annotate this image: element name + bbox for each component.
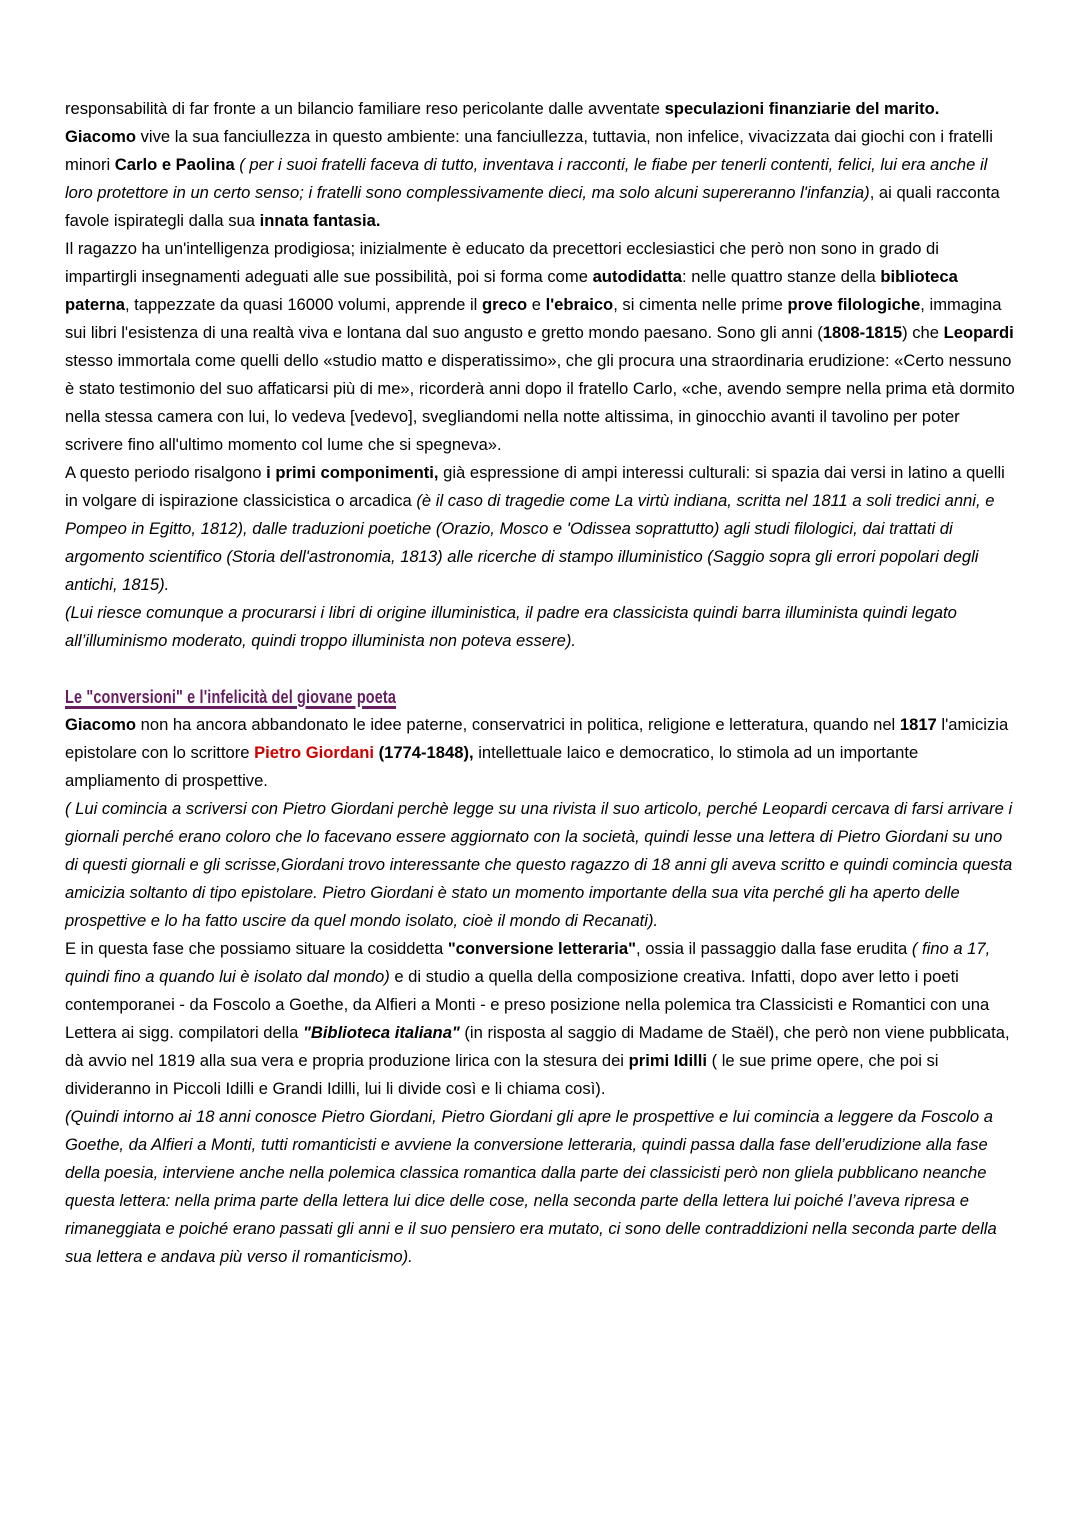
text-run: già espressione di ampi interessi culturali: si spazia dai versi in latino a quelli in volgare di ispirazione classicistica o arcadica [65,463,1005,510]
text-run: , tappezzate da quasi 16000 volumi, apprende il [124,295,482,314]
paragraph [65,599,1015,655]
text-run: : nelle quattro stanze della [682,267,881,286]
text-run: Giacomo [65,715,137,734]
text-run: ( fino a 17, quindi fino a quando lui è isolato dal mondo) [65,939,991,986]
text-run: e di studio a quella della composizione creativa. Infatti, dopo aver letto i poeti contemporanei - da Foscolo a Goethe, da Alfieri a Monti - e preso posizione nella polemica tra Classicisti e Romantici con una Lettera ai sigg. compilatori della [65,967,990,1042]
text-run: (è il caso di tragedie come La virtù indiana, scritta nel 1811 a soli tredici anni, e Pompeo in Egitto, 1812), dalle traduzioni poetiche (Orazio, Mosco e 'Odissea soprattutto) agli studi filologici, dai trattati di argomento scientifico (Storia dell'astronomia, 1813) alle ricerche di stampo illuministico (Saggio sopra gli errori popolari degli antichi, 1815). [65,491,995,594]
text-run: Le "conversioni" e l'infelicità del giovane poeta [65,686,397,707]
text-run: l'amicizia epistolare con lo scrittore [65,715,1009,762]
paragraph [65,459,1015,599]
text-run: Giacomo [65,127,137,146]
text-run: non ha ancora abbandonato le idee paterne, conservatrici in politica, religione e letteratura, quando nel [136,715,900,734]
text-run: i primi componimenti, [266,463,439,482]
text-run: A questo periodo risalgono [65,463,267,482]
paragraph [65,795,1015,935]
text-run: speculazioni finanziarie del marito. [664,99,940,118]
text-run: ( per i suoi fratelli faceva di tutto, inventava i racconti, le fiabe per tenerli contenti, felici, lui era anche il loro protettore in un certo senso; i fratelli sono complessivamente dieci, ma solo alcuni supereranno l'infanzia) [65,155,988,202]
paragraph [65,123,1015,235]
text-run: E in questa fase che possiamo situare la cosiddetta [65,939,448,958]
text-run: primi Idilli [628,1051,707,1070]
text-run: "conversione letteraria" [447,939,637,958]
text-run: "Biblioteca italiana" [302,1023,460,1042]
text-run: (1774-1848), [378,743,474,762]
text-run: vive la sua fanciullezza in questo ambiente: una fanciullezza, tuttavia, non infelice, vivacizzata dai giochi con i fratelli minori [65,127,993,174]
text-run: , ossia il passaggio dalla fase erudita [636,939,912,958]
text-run: (in risposta al saggio di Madame de Staël), che però non viene pubblicata, dà avvio nel 1819 alla sua vera e propria produzione lirica con la stesura dei [65,1023,1010,1070]
section-heading-text [65,683,396,711]
text-run: responsabilità di far fronte a un bilancio familiare reso pericolante dalle avventate [65,99,665,118]
paragraph [65,935,1015,1103]
section-heading [65,683,1015,711]
text-run: (Lui riesce comunque a procurarsi i libri di origine illuministica, il padre era classicista quindi barra illuminista quindi legato all’illuminismo moderato, quindi troppo illuminista non poteva essere). [65,603,957,650]
text-run: Pietro Giordani [254,743,374,762]
text-run: 1817 [899,715,937,734]
text-run: ( Lui comincia a scriversi con Pietro Giordani perchè legge su una rivista il suo articolo, perché Leopardi cercava di farsi arrivare i giornali perché erano coloro che lo facevano essere aggiornato con la società, quindi lesse una lettera di Pietro Giordani su uno di questi giornali e gli scrisse,Giordani trovo interessante che questo ragazzo di 18 anni gli aveva scritto e quindi comincia questa amicizia soltanto di tipo epistolare. Pietro Giordani è stato un momento importante della sua vita perché gli ha aperto delle prospettive e lo ha fatto uscire da quel mondo isolato, cioè il mondo di Recanati). [65,799,1013,930]
text-run: , ai quali racconta favole ispirategli dalla sua [65,183,1000,230]
paragraph [65,711,1015,795]
text-run: stesso immortala come quelli dello «studio matto e disperatissimo», che gli procura una straordinaria erudizione: «Certo nessuno è stato testimonio del suo affaticarsi più di me», ricorderà anni dopo il fratello Carlo, «che, avendo sempre nella prima età dormito nella stessa camera con lui, lo vedeva [vedevo], svegliandomi nella notte altissima, in ginocchio avanti il tavolino per poter scrivere fino all'ultimo momento col lume che si spegneva». [65,351,1015,454]
paragraph-spacer [65,655,1015,683]
text-run: biblioteca paterna [65,267,958,314]
text-run: ) che [902,323,944,342]
text-run: Carlo e Paolina [114,155,235,174]
paragraph [65,235,1015,459]
text-run: prove filologiche [787,295,921,314]
text-run: (Quindi intorno ai 18 anni conosce Pietro Giordani, Pietro Giordani gli apre le prospettive e lui comincia a leggere da Foscolo a Goethe, da Alfieri a Monti, tutti romanticisti e avviene la conversione letteraria, quindi passa dalla fase dell’erudizione alla fase della poesia, interviene anche nella polemica classica romantica dalla parte dei classicisti però non gliela pubblicano neanche questa lettera: nella prima parte della lettera lui dice delle cose, nella seconda parte della lettera lui poiché l’aveva ripresa e rimaneggiata e poiché erano passati gli anni e il suo pensiero era mutato, ci sono delle contraddizioni nella seconda parte della sua lettera e andava più verso il romanticismo). [65,1107,997,1266]
paragraph [65,1103,1015,1271]
text-run: , immagina sui libri l'esistenza di una realtà viva e lontana dal suo angusto e gretto mondo paesano. Sono gli anni ( [65,295,1002,342]
text-run: greco [481,295,528,314]
document-content [65,95,1015,1271]
text-run: innata fantasia. [259,211,381,230]
text-run: autodidatta [592,267,682,286]
paragraph [65,95,1015,123]
text-run: Leopardi [943,323,1014,342]
text-run: 1808-1815 [822,323,903,342]
text-run: l'ebraico [545,295,614,314]
text-run: intellettuale laico e democratico, lo stimola ad un importante ampliamento di prospettive. [65,743,919,790]
text-run: ( le sue prime opere, che poi si divideranno in Piccoli Idilli e Grandi Idilli, lui li divide così e li chiama così). [65,1051,939,1098]
text-run: e [527,295,546,314]
text-run: Il ragazzo ha un'intelligenza prodigiosa; inizialmente è educato da precettori ecclesiastici che però non sono in grado di impartirgli insegnamenti adeguati alle sue possibilità, poi si forma come [65,239,939,286]
text-run: , si cimenta nelle prime [613,295,788,314]
